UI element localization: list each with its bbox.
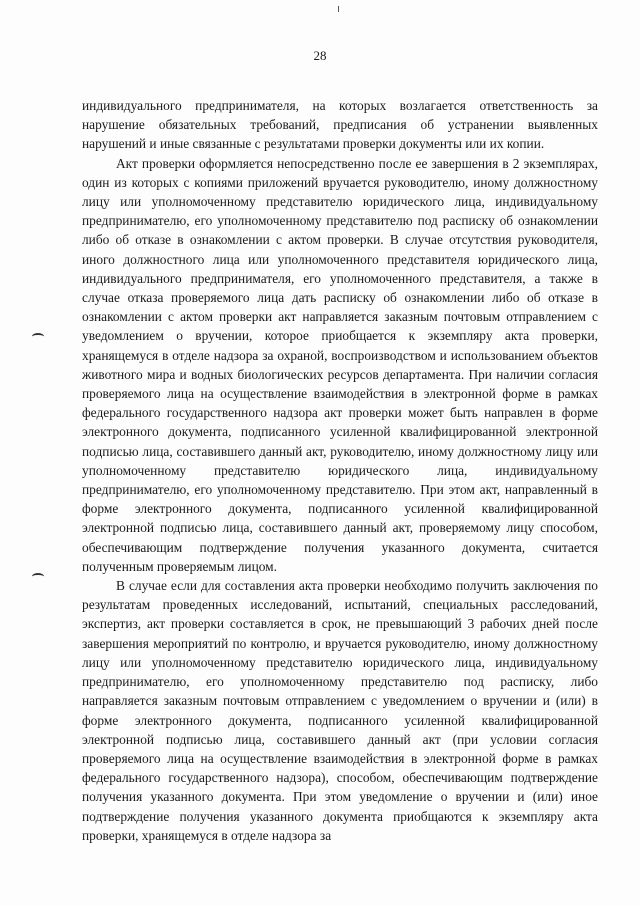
page-number: 28 — [313, 48, 327, 63]
scan-artifact-mark — [32, 333, 44, 340]
paragraph-continuation: индивидуального предпринимателя, на которых возлагается ответственность за нарушение обязательных требований, предписания об устранении выявленных нарушений и иные связанные с результатами проверки документы или их копии. — [82, 98, 598, 152]
scan-artifact-tick — [338, 6, 339, 12]
scan-artifact-mark — [32, 573, 44, 580]
paragraph-act-of-inspection: Акт проверки оформляется непосредственно после ее завершения в 2 экземплярах, один из которых с копиями приложений вручается руководителю, иному должностному лицу или уполномоченному представителю юридического лица, индивидуальному предпринимателю, его уполномоченному представителю под расписку об ознакомлении либо об отказе в ознакомлении с актом проверки. В случае отсутствия руководителя, иного должностного лица или уполномоченного представителя юридического лица, индивидуального предпринимателя, его уполномоченного представителя, а также в случае отказа проверяемого лица дать расписку об ознакомлении либо об отказе в ознакомлении с актом проверки акт направляется заказным почтовым отправлением с уведомлением о вручении, которое приобщается к экземпляру акта проверки, хранящемуся в отделе надзора за охраной, воспроизводством и использованием объектов животного мира и водных биологических ресурсов департамента. При наличии согласия проверяемого лица на осуществление взаимодействия в электронной форме в рамках федерального государственного надзора акт проверки может быть направлен в форме электронного документа, подписанного усиленной квалифицированной электронной подписью лица, составившего данный акт, руководителю, иному должностному лицу или уполномоченному представителю юридического лица, индивидуальному предпринимателю, его уполномоченному представителю. При этом акт, направленный в форме электронного документа, подписанного усиленной квалифицированной электронной подписью лица, составившего данный акт, проверяемому лицу способом, обеспечивающим подтверждение получения указанного документа, считается полученным проверяемым лицом. — [82, 155, 598, 574]
paragraph-conclusions: В случае если для составления акта проверки необходимо получить заключения по результатам проведенных исследований, испытаний, специальных расследований, экспертиз, акт проверки составляется в срок, не превышающий 3 рабочих дней после завершения мероприятий по контролю, и вручается руководителю, иному должностному лицу или уполномоченному представителю юридического лица, индивидуальному предпринимателю, его уполномоченному представителю под расписку, либо направляется заказным почтовым отправлением с уведомлением о вручении и (или) в форме электронного документа, подписанного усиленной квалифицированной электронной подписью лица, составившего данный акт (при условии согласия проверяемого лица на осуществление взаимодействия в электронной форме в рамках федерального государственного надзора), способом, обеспечивающим подтверждение получения указанного документа. При этом уведомление о вручении и (или) иное подтверждение получения указанного документа приобщаются к экземпляру акта проверки, хранящемуся в отделе надзора за — [82, 578, 598, 843]
document-body — [82, 96, 598, 845]
